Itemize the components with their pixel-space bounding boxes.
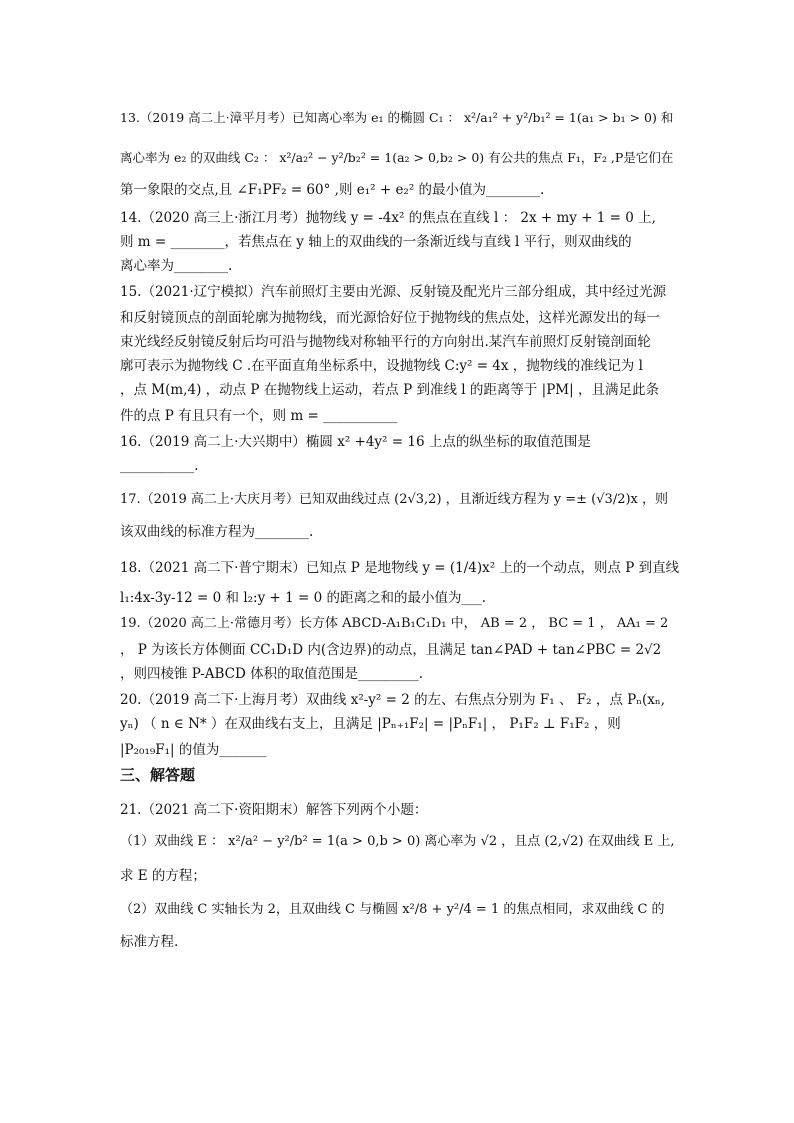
q14-line-1: 14.（2020 高三上·浙江月考）抛物线 y = -4x² 的焦点在直线 l ： 2x + my + 1 = 0 上, <box>120 210 656 226</box>
q15-line-3: 束光线经反射镜反射后均可沿与抛物线对称轴平行的方向射出.某汽车前照灯反射镜剖面轮 <box>120 334 651 350</box>
q14-line-3: 离心率为________. <box>120 258 233 274</box>
q20-line-1: 20.（2019 高二下·上海月考）双曲线 x²-y² = 2 的左、右焦点分别为 F₁ 、 F₂ ，点 Pₙ(xₙ, <box>120 692 666 708</box>
q19-line-2: ， P 为该长方体侧面 CC₁D₁D 内(含边界)的动点，且满足 tan∠PAD + tan∠PBC = 2√2 <box>120 642 662 658</box>
q21-line-4: （2）双曲线 C 实轴长为 2，且双曲线 C 与椭圆 x²/8 + y²/4 = 1 的焦点相同，求双曲线 C 的 <box>120 902 665 917</box>
q20-line-3: |P₂₀₁₉F₁| 的值为_______ <box>120 742 267 758</box>
q13-line-2: 离心率为 e₂ 的双曲线 C₂ ： x²/a₂² − y²/b₂² = 1(a₂ > 0,b₂ > 0) 有公共的焦点 F₁，F₂ ,P是它们在 <box>120 150 674 165</box>
q21-line-1: 21.（2021 高二下·资阳期末）解答下列两个小题： <box>120 802 428 818</box>
q18-line-2: l₁:4x-3y-12 = 0 和 l₂:y + 1 = 0 的距离之和的最小值为___. <box>120 590 487 606</box>
q15-line-5: ，点 M(m,4) ，动点 P 在抛物线上运动，若点 P 到准线 l 的距离等于 |PM| ，且满足此条 <box>120 382 659 398</box>
q14-line-2: 则 m = ________，若焦点在 y 轴上的双曲线的一条渐近线与直线 l 平行，则双曲线的 <box>120 234 632 250</box>
q13-line-3: 第一象限的交点,且 ∠F₁PF₂ = 60° ,则 e₁² + e₂² 的最小值为________. <box>120 182 545 198</box>
q20-line-2: yₙ) （ n ∈ N* ）在双曲线右支上，且满足 |Pₙ₊₁F₂| = |PₙF₁| ， P₁F₂ ⊥ F₁F₂ ，则 <box>120 716 621 732</box>
q15-line-4: 廓可表示为抛物线 C .在平面直角坐标系中，设抛物线 C:y² = 4x ，抛物线的准线记为 l <box>120 358 643 374</box>
q19-line-1: 19.（2020 高二上·常德月考）长方体 ABCD-A₁B₁C₁D₁ 中， AB = 2 ， BC = 1 ， AA₁ = 2 <box>120 616 669 631</box>
q17-line-1: 17.（2019 高二上·大庆月考）已知双曲线过点 (2√3,2) ，且渐近线方程为 y =± (√3/2)x ，则 <box>120 492 668 507</box>
q17-line-2: 该双曲线的标准方程为________. <box>120 524 314 540</box>
q21-line-2: （1）双曲线 E ： x²/a² − y²/b² = 1(a > 0,b > 0) 离心率为 √2 ，且点 (2,√2) 在双曲线 E 上, <box>120 834 675 849</box>
q15-line-2: 和反射镜顶点的剖面轮廓为抛物线，而光源恰好位于抛物线的焦点处，这样光源发出的每一 <box>120 310 660 326</box>
q21-line-5: 标准方程. <box>120 934 179 950</box>
q15-line-1: 15.（2021·辽宁模拟）汽车前照灯主要由光源、反射镜及配光片三部分组成，其中经过光源 <box>120 284 667 300</box>
q13-line-1: 13.（2019 高二上·漳平月考）已知离心率为 e₁ 的椭圆 C₁ ： x²/a₁² + y²/b₁² = 1(a₁ > b₁ > 0) 和 <box>120 110 674 125</box>
q16-line-2: ___________. <box>120 458 199 474</box>
section-title: 三、解答题 <box>120 766 196 784</box>
q18-line-1: 18.（2021 高二下·普宁期末）已知点 P 是地物线 y = (1/4)x² 上的一个动点，则点 P 到直线 <box>120 560 680 576</box>
q21-line-3: 求 E 的方程； <box>120 868 206 884</box>
q15-line-6: 件的点 P 有且只有一个，则 m = ___________ <box>120 408 398 424</box>
q19-line-3: ，则四棱锥 P-ABCD 体积的取值范围是_________. <box>120 666 424 682</box>
q16-line-1: 16.（2019 高二上·大兴期中）椭圆 x² +4y² = 16 上点的纵坐标的取值范围是 <box>120 434 591 450</box>
